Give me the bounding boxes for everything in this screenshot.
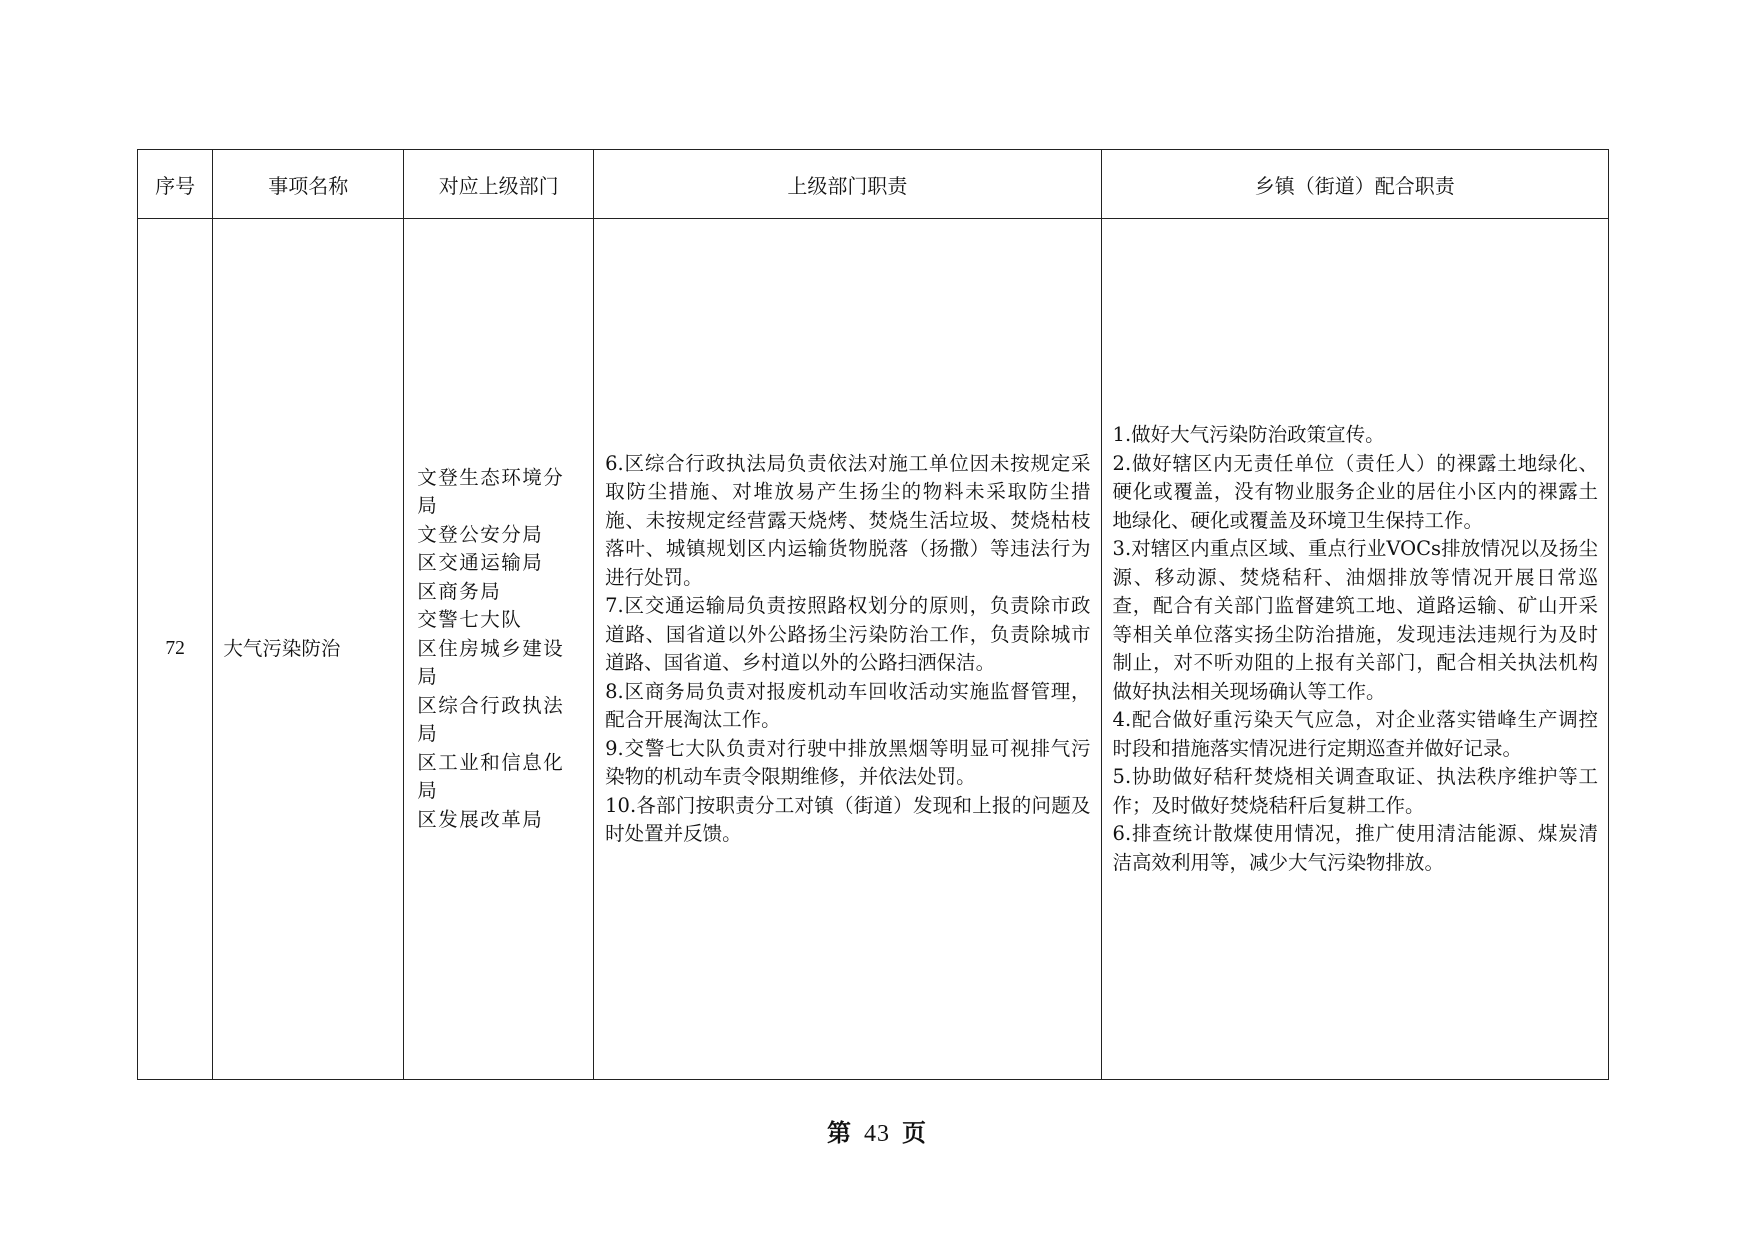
department-item: 区住房城乡建设局 [417, 636, 565, 689]
upper-duty-item: 10.各部门按职责分工对镇（街道）发现和上报的问题及时处置并反馈。 [605, 793, 1091, 845]
page-number: 43 [864, 1121, 890, 1147]
header-upper-department: 对应上级部门 [404, 150, 594, 219]
page-footer [0, 1113, 1754, 1148]
row-number: 72 [138, 219, 213, 1080]
table-row [138, 219, 1609, 1080]
town-duty-item: 3.对辖区内重点区域、重点行业VOCs排放情况以及扬尘源、移动源、焚烧秸秆、油烟排放等情况开展日常巡查，配合有关部门监督建筑工地、道路运输、矿山开采等相关单位落实扬尘防治措施，发现违法违规行为及时制止，对不听劝阻的上报有关部门，配合相关执法机构做好执法相关现场确认等工作。 [1112, 537, 1598, 703]
department-item: 区商务局 [417, 579, 502, 603]
department-item: 区交通运输局 [417, 551, 544, 575]
town-duty-item: 6.排查统计散煤使用情况，推广使用清洁能源、煤炭清洁高效利用等，减少大气污染物排放。 [1112, 822, 1598, 874]
upper-duty-item: 6.区综合行政执法局负责依法对施工单位因未按规定采取防尘措施、对堆放易产生扬尘的物料未采取防尘措施、未按规定经营露天烧烤、焚烧生活垃圾、焚烧枯枝落叶、城镇规划区内运输货物脱落（扬撒）等违法行为进行处罚。 [605, 451, 1091, 589]
page-label-prefix: 第 [827, 1118, 852, 1147]
table-header-row [138, 150, 1609, 219]
town-duty-item: 2.做好辖区内无责任单位（责任人）的裸露土地绿化、硬化或覆盖，没有物业服务企业的居住小区内的裸露土地绿化、硬化或覆盖及环境卫生保持工作。 [1112, 451, 1598, 532]
header-upper-duties: 上级部门职责 [594, 150, 1101, 219]
department-item: 文登公安分局 [417, 522, 544, 546]
town-duty-item: 1.做好大气污染防治政策宣传。 [1112, 423, 1385, 446]
town-duties-cell [1101, 219, 1608, 1080]
header-item-name: 事项名称 [213, 150, 404, 219]
upper-duty-item: 9.交警七大队负责对行驶中排放黑烟等明显可视排气污染物的机动车责令限期维修，并依法处罚。 [605, 736, 1091, 788]
item-name: 大气污染防治 [213, 219, 404, 1080]
department-item: 区发展改革局 [417, 807, 544, 831]
town-duty-item: 5.协助做好秸秆焚烧相关调查取证、执法秩序维护等工作；及时做好焚烧秸秆后复耕工作。 [1112, 765, 1598, 817]
upper-duty-item: 7.区交通运输局负责按照路权划分的原则，负责除市政道路、国省道以外公路扬尘污染防治工作，负责除城市道路、国省道、乡村道以外的公路扫洒保洁。 [605, 594, 1091, 674]
department-item: 文登生态环境分局 [417, 465, 565, 518]
department-item: 区工业和信息化局 [417, 750, 565, 803]
department-list [404, 219, 594, 1080]
header-no: 序号 [138, 150, 213, 219]
department-item: 交警七大队 [417, 608, 523, 632]
department-item: 区综合行政执法局 [417, 693, 565, 746]
page-label-suffix: 页 [902, 1118, 927, 1147]
town-duty-item: 4.配合做好重污染天气应急，对企业落实错峰生产调控时段和措施落实情况进行定期巡查并做好记录。 [1112, 708, 1598, 760]
header-town-duties: 乡镇（街道）配合职责 [1101, 150, 1608, 219]
upper-duties-cell [594, 219, 1101, 1080]
duty-table [137, 149, 1609, 1080]
upper-duty-item: 8.区商务局负责对报废机动车回收活动实施监督管理，配合开展淘汰工作。 [605, 679, 1091, 731]
